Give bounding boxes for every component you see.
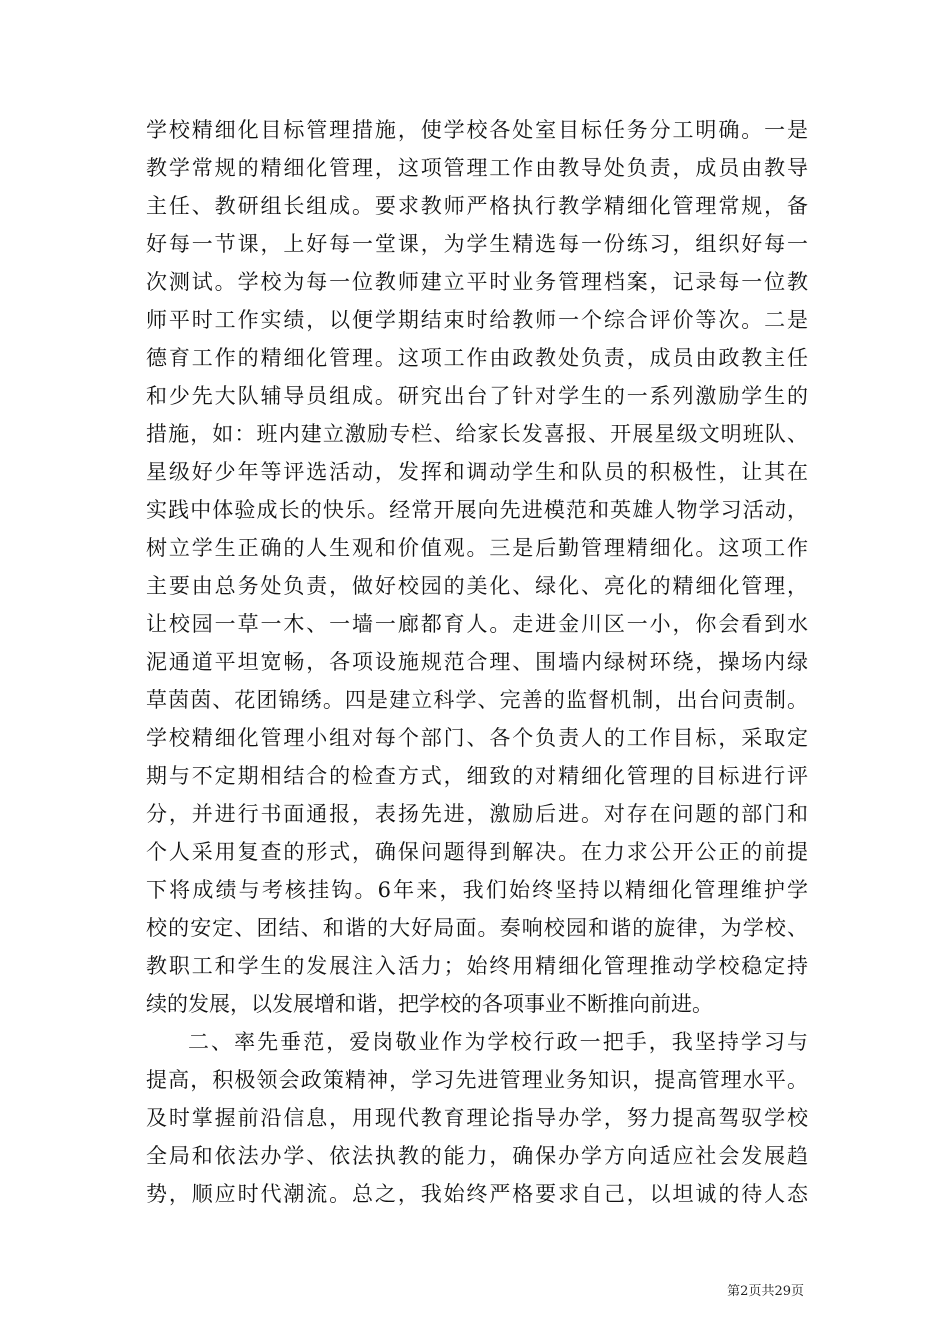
text-line: 泥通道平坦宽畅，各项设施规范合理、围墙内绿树环绕，操场内绿 [146,650,808,674]
text-line: 续的发展，以发展增和谐，把学校的各项事业不断推向前进。 [146,992,713,1016]
text-line: 提高，积极领会政策精神，学习先进管理业务知识，提高管理水平。 [146,1068,808,1092]
text-line: 德育工作的精细化管理。这项工作由政教处负责，成员由政教主任 [146,346,808,370]
text-line: 让校园一草一木、一墙一廊都育人。走进金川区一小，你会看到水 [146,612,808,636]
text-line: 个人采用复查的形式，确保问题得到解决。在力求公开公正的前提 [146,840,808,864]
text-line: 次测试。学校为每一位教师建立平时业务管理档案，记录每一位教 [146,270,808,294]
text-line: 势，顺应时代潮流。总之，我始终严格要求自己，以坦诚的待人态 [146,1182,808,1206]
text-line: 和少先大队辅导员组成。研究出台了针对学生的一系列激励学生的 [146,384,808,408]
text-line: 好每一节课，上好每一堂课，为学生精选每一份练习，组织好每一 [146,232,808,256]
text-line: 教学常规的精细化管理，这项管理工作由教导处负责，成员由教导 [146,156,808,180]
text-line: 星级好少年等评选活动，发挥和调动学生和队员的积极性，让其在 [146,460,808,484]
text-line: 下将成绩与考核挂钩。6年来，我们始终坚持以精细化管理维护学 [146,878,808,902]
text-line: 主要由总务处负责，做好校园的美化、绿化、亮化的精细化管理， [146,574,808,598]
text-line: 师平时工作实绩，以便学期结束时给教师一个综合评价等次。二是 [146,308,808,332]
page-number-footer: 第2页共29页 [727,1284,804,1299]
text-line: 分，并进行书面通报，表扬先进，激励后进。对存在问题的部门和 [146,802,808,826]
text-line: 树立学生正确的人生观和价值观。三是后勤管理精细化。这项工作 [146,536,808,560]
text-line: 期与不定期相结合的检查方式，细致的对精细化管理的目标进行评 [146,764,808,788]
text-line-paragraph-start: 二、率先垂范，爱岗敬业作为学校行政一把手，我坚持学习与 [188,1030,808,1054]
body-text [146,111,808,1213]
text-line: 全局和依法办学、依法执教的能力，确保办学方向适应社会发展趋 [146,1144,808,1168]
text-line: 教职工和学生的发展注入活力；始终用精细化管理推动学校稳定持 [146,954,808,978]
text-line: 学校精细化目标管理措施，使学校各处室目标任务分工明确。一是 [146,118,808,142]
text-line: 实践中体验成长的快乐。经常开展向先进模范和英雄人物学习活动， [146,498,808,522]
text-line: 草茵茵、花团锦绣。四是建立科学、完善的监督机制，出台问责制。 [146,688,808,712]
text-line: 校的安定、团结、和谐的大好局面。奏响校园和谐的旋律，为学校、 [146,916,808,940]
text-line: 学校精细化管理小组对每个部门、各个负责人的工作目标，采取定 [146,726,808,750]
text-line: 及时掌握前沿信息，用现代教育理论指导办学，努力提高驾驭学校 [146,1106,808,1130]
text-line: 措施，如：班内建立激励专栏、给家长发喜报、开展星级文明班队、 [146,422,808,446]
text-line: 主任、教研组长组成。要求教师严格执行教学精细化管理常规，备 [146,194,808,218]
